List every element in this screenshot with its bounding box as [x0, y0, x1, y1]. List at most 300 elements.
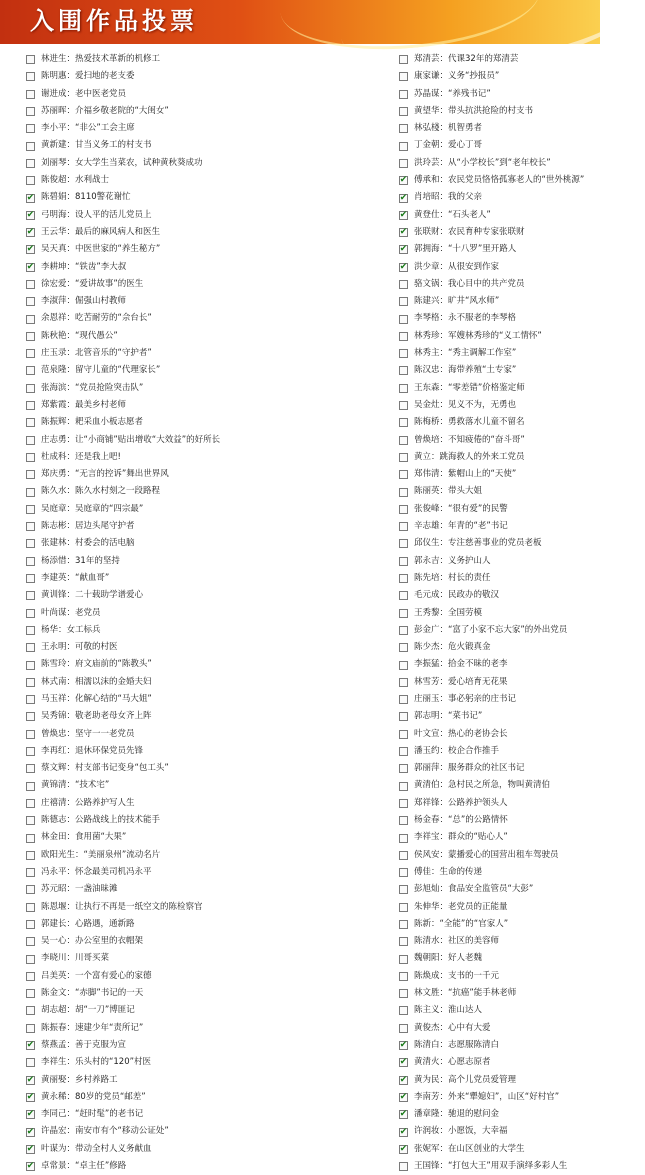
vote-checkbox[interactable]: ✔ [26, 1074, 35, 1085]
candidate-row[interactable] [16, 933, 309, 950]
candidate-row[interactable] [398, 985, 600, 1002]
candidate-label: 张建林：村委会的活电脑 [41, 538, 135, 549]
vote-checkbox[interactable] [399, 1006, 408, 1015]
candidate-row[interactable] [16, 86, 309, 103]
vote-checkbox[interactable] [26, 643, 35, 652]
vote-checkbox[interactable]: ✔ [26, 192, 35, 203]
candidate-row[interactable] [398, 224, 600, 241]
candidate-row[interactable] [398, 483, 600, 500]
candidate-row[interactable] [398, 760, 600, 777]
vote-checkbox[interactable] [26, 661, 35, 670]
vote-checkbox[interactable] [26, 522, 35, 531]
candidate-row[interactable] [16, 483, 309, 500]
candidate-label: 陈雪玲：府文庙前的“陈教头” [41, 659, 152, 670]
vote-checkbox[interactable] [26, 591, 35, 600]
candidate-label: 洪玲芸：从“小学校长”到“老年校长” [414, 157, 551, 168]
vote-checkbox[interactable] [399, 505, 408, 514]
candidate-label: 丁金朝：爱心丁哥 [414, 140, 483, 151]
vote-checkbox[interactable] [26, 505, 35, 514]
candidate-label: 李建英：“献血哥” [41, 572, 110, 583]
candidate-label: 杜成科：还是我上吧! [41, 451, 121, 462]
vote-checkbox[interactable] [399, 72, 408, 81]
candidate-row[interactable] [16, 397, 309, 414]
candidate-row[interactable] [16, 189, 309, 206]
vote-checkbox[interactable] [26, 1058, 35, 1067]
vote-checkbox[interactable] [26, 920, 35, 929]
vote-checkbox[interactable] [399, 522, 408, 531]
candidate-row[interactable] [16, 795, 309, 812]
vote-checkbox[interactable] [26, 488, 35, 497]
candidate-row[interactable] [16, 120, 309, 137]
vote-checkbox[interactable] [399, 539, 408, 548]
candidate-row[interactable] [398, 726, 600, 743]
candidate-row[interactable] [16, 622, 309, 639]
candidate-row[interactable] [398, 708, 600, 725]
vote-checkbox[interactable] [399, 142, 408, 151]
vote-checkbox[interactable] [26, 695, 35, 704]
candidate-row[interactable] [398, 241, 600, 258]
candidate-row[interactable] [398, 68, 600, 85]
vote-checkbox[interactable] [399, 972, 408, 981]
candidate-row[interactable] [398, 743, 600, 760]
candidate-row[interactable] [16, 1037, 309, 1054]
vote-checkbox[interactable]: ✔ [399, 244, 408, 255]
vote-checkbox[interactable] [26, 297, 35, 306]
candidate-row[interactable] [398, 1054, 600, 1071]
vote-checkbox[interactable] [399, 384, 408, 393]
candidate-row[interactable] [398, 933, 600, 950]
vote-checkbox[interactable]: ✔ [26, 227, 35, 238]
candidate-row[interactable] [16, 414, 309, 431]
vote-checkbox[interactable] [26, 730, 35, 739]
vote-checkbox[interactable] [26, 280, 35, 289]
vote-checkbox[interactable]: ✔ [26, 1143, 35, 1154]
vote-checkbox[interactable] [399, 920, 408, 929]
candidate-row[interactable] [398, 847, 600, 864]
candidate-row[interactable] [16, 310, 309, 327]
vote-checkbox[interactable]: ✔ [26, 1126, 35, 1137]
vote-checkbox[interactable] [399, 661, 408, 670]
vote-checkbox[interactable] [399, 643, 408, 652]
vote-checkbox[interactable] [26, 903, 35, 912]
vote-checkbox[interactable] [399, 470, 408, 479]
vote-checkbox[interactable] [26, 989, 35, 998]
candidate-row[interactable] [398, 449, 600, 466]
vote-checkbox[interactable] [26, 574, 35, 583]
vote-checkbox[interactable] [26, 626, 35, 635]
vote-checkbox[interactable] [399, 747, 408, 756]
vote-checkbox[interactable]: ✔ [399, 209, 408, 220]
vote-checkbox[interactable] [399, 730, 408, 739]
vote-checkbox[interactable] [399, 124, 408, 133]
candidate-row[interactable] [16, 864, 309, 881]
candidate-row[interactable] [16, 466, 309, 483]
vote-checkbox[interactable] [26, 609, 35, 618]
candidate-label: 黄清伯：急村民之所急，物叫黄清伯 [414, 780, 551, 791]
vote-checkbox[interactable]: ✔ [26, 1040, 35, 1051]
candidate-row[interactable] [16, 172, 309, 189]
candidate-row[interactable] [16, 259, 309, 276]
candidate-row[interactable] [398, 864, 600, 881]
vote-checkbox[interactable] [399, 955, 408, 964]
vote-checkbox[interactable] [26, 384, 35, 393]
candidate-row[interactable] [16, 155, 309, 172]
vote-checkbox[interactable] [26, 401, 35, 410]
candidate-label: 郭建长：心路遇，通新路 [41, 918, 135, 929]
vote-checkbox[interactable]: ✔ [399, 1040, 408, 1051]
candidate-row[interactable] [398, 328, 600, 345]
candidate-label: 郭志明：“菜书记” [414, 711, 483, 722]
candidate-label: 范泉隆：留守儿童的“代理家长” [41, 365, 161, 376]
candidate-label: 黄为民：高个儿党员爱管理 [414, 1074, 517, 1085]
vote-checkbox[interactable] [26, 1024, 35, 1033]
vote-checkbox[interactable] [399, 764, 408, 773]
vote-checkbox[interactable] [399, 332, 408, 341]
candidate-row[interactable] [398, 155, 600, 172]
candidate-row[interactable] [16, 345, 309, 362]
candidate-row[interactable] [398, 950, 600, 967]
vote-checkbox[interactable] [26, 712, 35, 721]
candidate-row[interactable] [16, 207, 309, 224]
vote-checkbox[interactable] [26, 107, 35, 116]
candidate-label: 吴庭章：吴庭章的“四宗最” [41, 503, 144, 514]
vote-checkbox[interactable] [26, 72, 35, 81]
vote-checkbox[interactable] [399, 1162, 408, 1171]
candidate-row[interactable] [398, 1123, 600, 1140]
vote-checkbox[interactable] [26, 557, 35, 566]
vote-checkbox[interactable] [26, 955, 35, 964]
candidate-label: 苏晶谋：“养残书记” [414, 88, 491, 99]
candidate-row[interactable] [16, 1158, 309, 1175]
vote-checkbox[interactable]: ✔ [26, 1161, 35, 1172]
vote-checkbox[interactable] [26, 937, 35, 946]
vote-checkbox[interactable]: ✔ [26, 1109, 35, 1120]
candidate-row[interactable] [16, 950, 309, 967]
candidate-row[interactable] [398, 968, 600, 985]
vote-checkbox[interactable] [399, 366, 408, 375]
candidate-row[interactable] [16, 1106, 309, 1123]
candidate-label: 陈恩堰：让执行不再是一纸空文的陈检察官 [41, 901, 203, 912]
candidate-row[interactable] [398, 207, 600, 224]
candidate-row[interactable] [16, 51, 309, 68]
vote-checkbox[interactable] [26, 453, 35, 462]
vote-checkbox[interactable] [399, 488, 408, 497]
candidate-row[interactable] [398, 310, 600, 327]
candidate-row[interactable] [16, 518, 309, 535]
vote-checkbox[interactable] [26, 176, 35, 185]
candidate-row[interactable] [16, 380, 309, 397]
candidate-row[interactable] [398, 916, 600, 933]
vote-checkbox[interactable] [399, 903, 408, 912]
candidate-row[interactable] [16, 570, 309, 587]
candidate-row[interactable] [398, 1020, 600, 1037]
candidate-row[interactable] [398, 1037, 600, 1054]
candidate-row[interactable] [16, 1020, 309, 1037]
vote-checkbox[interactable] [26, 418, 35, 427]
vote-checkbox[interactable] [399, 591, 408, 600]
candidate-row[interactable] [16, 777, 309, 794]
vote-checkbox[interactable] [26, 799, 35, 808]
vote-checkbox[interactable] [399, 90, 408, 99]
vote-checkbox[interactable] [399, 868, 408, 877]
candidate-row[interactable] [398, 518, 600, 535]
candidate-row[interactable] [16, 812, 309, 829]
candidate-label: 侯风安：蒙播爱心的国营出租车驾驶员 [414, 849, 559, 860]
candidate-row[interactable] [398, 51, 600, 68]
vote-checkbox[interactable] [399, 816, 408, 825]
candidate-row[interactable] [398, 103, 600, 120]
vote-checkbox[interactable] [399, 297, 408, 306]
vote-checkbox[interactable] [26, 436, 35, 445]
vote-checkbox[interactable] [26, 470, 35, 479]
candidate-row[interactable] [398, 674, 600, 691]
vote-checkbox[interactable] [399, 1024, 408, 1033]
vote-checkbox[interactable] [26, 315, 35, 324]
vote-checkbox[interactable] [26, 366, 35, 375]
vote-checkbox[interactable]: ✔ [399, 192, 408, 203]
candidate-row[interactable] [16, 535, 309, 552]
candidate-row[interactable] [398, 362, 600, 379]
vote-checkbox[interactable] [399, 159, 408, 168]
candidate-label: 黄永稀：80岁的党员“邮差” [41, 1091, 146, 1102]
vote-checkbox[interactable]: ✔ [399, 175, 408, 186]
vote-checkbox[interactable] [26, 1006, 35, 1015]
candidate-row[interactable] [16, 1123, 309, 1140]
vote-checkbox[interactable] [399, 574, 408, 583]
vote-checkbox[interactable]: ✔ [399, 1109, 408, 1120]
candidate-label: 康家谦：义务“抄报员” [414, 71, 500, 82]
candidate-row[interactable] [398, 1089, 600, 1106]
candidate-row[interactable] [398, 777, 600, 794]
vote-checkbox[interactable] [26, 851, 35, 860]
candidate-row[interactable] [398, 1072, 600, 1089]
candidate-row[interactable] [398, 189, 600, 206]
candidate-row[interactable] [398, 397, 600, 414]
vote-checkbox[interactable] [26, 816, 35, 825]
vote-checkbox[interactable] [26, 678, 35, 687]
vote-checkbox[interactable] [26, 972, 35, 981]
candidate-row[interactable] [16, 708, 309, 725]
candidate-row[interactable] [398, 345, 600, 362]
header-banner [0, 0, 600, 44]
candidate-row[interactable] [16, 1002, 309, 1019]
candidate-row[interactable] [398, 656, 600, 673]
candidate-row[interactable] [16, 656, 309, 673]
candidate-row[interactable] [16, 1089, 309, 1106]
vote-checkbox[interactable] [26, 834, 35, 843]
vote-checkbox[interactable] [26, 142, 35, 151]
vote-checkbox[interactable] [26, 159, 35, 168]
candidate-label: 陈丽英：带头大姐 [414, 486, 483, 497]
candidate-label: 郭永吉：义务护山人 [414, 555, 491, 566]
vote-checkbox[interactable] [399, 315, 408, 324]
candidate-row[interactable] [398, 1141, 600, 1158]
candidate-row[interactable] [398, 812, 600, 829]
vote-checkbox[interactable]: ✔ [399, 1091, 408, 1102]
vote-checkbox[interactable]: ✔ [26, 1091, 35, 1102]
vote-checkbox[interactable] [399, 712, 408, 721]
candidate-row[interactable] [398, 553, 600, 570]
vote-checkbox[interactable] [399, 418, 408, 427]
vote-checkbox[interactable] [26, 764, 35, 773]
candidate-row[interactable] [398, 1002, 600, 1019]
candidate-row[interactable] [398, 293, 600, 310]
vote-checkbox[interactable] [399, 989, 408, 998]
candidate-row[interactable] [398, 1106, 600, 1123]
vote-checkbox[interactable] [26, 55, 35, 64]
candidate-row[interactable] [398, 587, 600, 604]
candidate-row[interactable] [16, 916, 309, 933]
candidate-label: 朱伸华：老党员的正能量 [414, 901, 508, 912]
candidate-row[interactable] [16, 224, 309, 241]
candidate-row[interactable] [398, 899, 600, 916]
candidate-row[interactable] [398, 432, 600, 449]
vote-checkbox[interactable] [26, 332, 35, 341]
vote-checkbox[interactable] [26, 349, 35, 358]
vote-checkbox[interactable]: ✔ [26, 261, 35, 272]
vote-checkbox[interactable] [399, 695, 408, 704]
candidate-label: 李淑萍：倔强山村教师 [41, 296, 127, 307]
candidate-row[interactable] [398, 380, 600, 397]
candidate-row[interactable] [398, 691, 600, 708]
candidate-label: 张联财：农民育种专家张联财 [414, 226, 525, 237]
vote-checkbox[interactable]: ✔ [399, 227, 408, 238]
candidate-row[interactable] [16, 432, 309, 449]
vote-checkbox[interactable] [399, 349, 408, 358]
candidate-row[interactable] [16, 847, 309, 864]
candidate-row[interactable] [398, 414, 600, 431]
vote-checkbox[interactable]: ✔ [399, 1126, 408, 1137]
candidate-row[interactable] [398, 172, 600, 189]
candidate-row[interactable] [16, 328, 309, 345]
candidate-row[interactable] [398, 259, 600, 276]
candidate-row[interactable] [398, 1158, 600, 1175]
candidate-row[interactable] [16, 691, 309, 708]
vote-checkbox[interactable]: ✔ [399, 1143, 408, 1154]
candidate-row[interactable] [16, 293, 309, 310]
vote-checkbox[interactable] [399, 453, 408, 462]
candidate-row[interactable] [398, 829, 600, 846]
vote-checkbox[interactable] [399, 834, 408, 843]
candidate-label: 许晶宏：南安市有个“移动公证处” [41, 1126, 169, 1137]
candidate-row[interactable] [398, 605, 600, 622]
vote-checkbox[interactable] [26, 782, 35, 791]
vote-checkbox[interactable] [399, 937, 408, 946]
candidate-row[interactable] [16, 501, 309, 518]
candidate-row[interactable] [16, 587, 309, 604]
vote-checkbox[interactable]: ✔ [26, 209, 35, 220]
vote-checkbox[interactable] [399, 678, 408, 687]
candidate-row[interactable] [16, 449, 309, 466]
vote-checkbox[interactable] [399, 799, 408, 808]
vote-checkbox[interactable] [399, 609, 408, 618]
vote-checkbox[interactable] [26, 747, 35, 756]
vote-checkbox[interactable]: ✔ [399, 261, 408, 272]
vote-checkbox[interactable] [26, 124, 35, 133]
vote-checkbox[interactable] [399, 107, 408, 116]
candidate-row[interactable] [398, 622, 600, 639]
candidate-label: 张海滨：“党员抢险突击队” [41, 382, 144, 393]
candidate-row[interactable] [16, 726, 309, 743]
vote-checkbox[interactable]: ✔ [399, 1074, 408, 1085]
candidate-label: 陈焕成：支书的一千元 [414, 970, 500, 981]
candidate-row[interactable] [16, 1141, 309, 1158]
candidate-row[interactable] [16, 241, 309, 258]
candidate-row[interactable] [16, 881, 309, 898]
vote-checkbox[interactable] [26, 90, 35, 99]
candidate-row[interactable] [16, 605, 309, 622]
vote-checkbox[interactable] [399, 851, 408, 860]
vote-checkbox[interactable] [399, 557, 408, 566]
candidate-row[interactable] [16, 553, 309, 570]
candidate-row[interactable] [16, 276, 309, 293]
vote-checkbox[interactable]: ✔ [26, 244, 35, 255]
candidate-label: 杨华：女工标兵 [41, 624, 101, 635]
vote-checkbox[interactable]: ✔ [399, 1057, 408, 1068]
candidate-label: 林秀主：“秀主调解工作室” [414, 348, 517, 359]
candidate-row[interactable] [398, 137, 600, 154]
candidate-list-right [398, 51, 600, 1175]
vote-checkbox[interactable] [399, 626, 408, 635]
candidate-row[interactable] [398, 86, 600, 103]
candidate-label: 李小平：“非公”工会主席 [41, 123, 135, 134]
candidate-row[interactable] [16, 674, 309, 691]
candidate-row[interactable] [398, 639, 600, 656]
candidate-row[interactable] [16, 103, 309, 120]
vote-checkbox[interactable] [399, 55, 408, 64]
candidate-row[interactable] [398, 535, 600, 552]
candidate-row[interactable] [16, 362, 309, 379]
candidate-row[interactable] [16, 639, 309, 656]
candidate-label: 黄登仕：“石头老人” [414, 209, 491, 220]
vote-checkbox[interactable] [399, 436, 408, 445]
vote-checkbox[interactable] [26, 885, 35, 894]
candidate-row[interactable] [16, 760, 309, 777]
candidate-row[interactable] [16, 1054, 309, 1071]
candidate-row[interactable] [398, 501, 600, 518]
candidate-row[interactable] [16, 1072, 309, 1089]
vote-checkbox[interactable] [26, 868, 35, 877]
vote-checkbox[interactable] [26, 539, 35, 548]
candidate-label: 余恩祥：吃苦耐劳的“佘台长” [41, 313, 152, 324]
candidate-row[interactable] [16, 899, 309, 916]
candidate-row[interactable] [16, 985, 309, 1002]
vote-checkbox[interactable] [399, 401, 408, 410]
candidate-row[interactable] [16, 829, 309, 846]
candidate-row[interactable] [398, 276, 600, 293]
vote-checkbox[interactable] [399, 885, 408, 894]
candidate-row[interactable] [398, 120, 600, 137]
vote-checkbox[interactable] [399, 782, 408, 791]
candidate-label: 吴天真：中医世家的“养生秘方” [41, 244, 161, 255]
candidate-row[interactable] [398, 881, 600, 898]
candidate-label: 黄望华：带头抗洪抢险的村支书 [414, 105, 534, 116]
candidate-label: 吴金灶：见义不为，无勇也 [414, 399, 517, 410]
candidate-row[interactable] [16, 68, 309, 85]
candidate-row[interactable] [398, 570, 600, 587]
vote-checkbox[interactable] [399, 280, 408, 289]
candidate-row[interactable] [16, 743, 309, 760]
candidate-label: 叶文宣：热心的老协会长 [414, 728, 508, 739]
candidate-row[interactable] [398, 795, 600, 812]
candidate-row[interactable] [16, 968, 309, 985]
candidate-label: 李振猛：拾金不昧的老李 [414, 659, 508, 670]
candidate-label: 陈振春：速建少年“责所记” [41, 1022, 144, 1033]
candidate-label: 毛元成：民政办的敬汉 [414, 590, 500, 601]
candidate-row[interactable] [16, 137, 309, 154]
candidate-row[interactable] [398, 466, 600, 483]
candidate-label: 陈新：“全能”的“官家人” [414, 918, 509, 929]
